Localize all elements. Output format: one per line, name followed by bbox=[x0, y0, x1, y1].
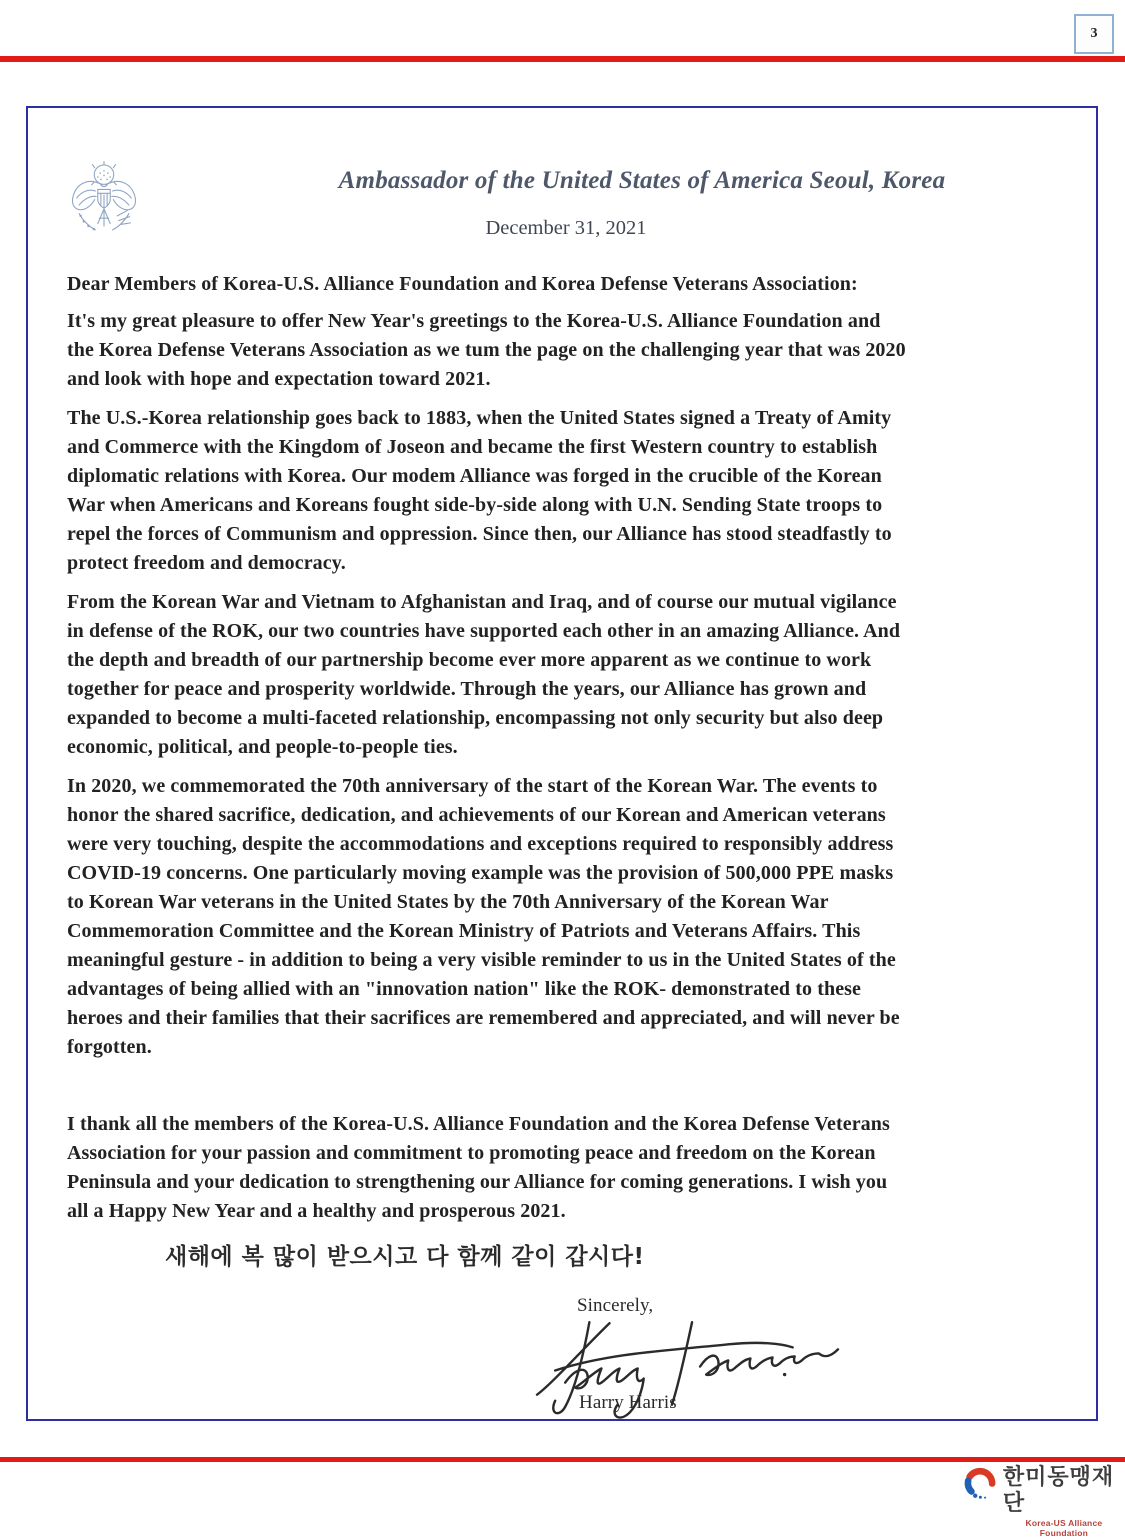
foundation-logo bbox=[963, 1465, 1125, 1538]
paragraph bbox=[67, 772, 1062, 1062]
foundation-name-english: Korea-US Alliance Foundation bbox=[1025, 1518, 1103, 1538]
signer-name: Harry Harris bbox=[579, 1392, 677, 1413]
body-line: honor the shared sacrifice, dedication, and achievements of our Korean and American veterans bbox=[67, 804, 886, 826]
body-line: COVID-19 concerns. One particularly moving example was the provision of 500,000 PPE masks bbox=[67, 862, 894, 884]
body-line: advantages of being allied with an "innovation nation" like the ROK- demonstrated to these bbox=[67, 978, 862, 1000]
korean-greeting: 새해에 복 많이 받으시고 다 함께 같이 갑시다! bbox=[165, 1244, 645, 1270]
closing-block bbox=[577, 1294, 1062, 1432]
letter-title: Ambassador of the United States of America Seoul, Korea bbox=[338, 167, 946, 194]
body-line: economic, political, and people-to-people ties. bbox=[67, 736, 458, 758]
body-line: all a Happy New Year and a healthy and prosperous 2021. bbox=[67, 1200, 566, 1222]
page-number-box bbox=[1074, 14, 1114, 54]
foundation-logo-text bbox=[1003, 1465, 1125, 1538]
body-line: forgotten. bbox=[67, 1036, 152, 1058]
salutation: Dear Members of Korea-U.S. Alliance Foundation and Korea Defense Veterans Association: bbox=[67, 273, 858, 295]
body-line: in defense of the ROK, our two countries have supported each other in an amazing Alliance. And bbox=[67, 620, 901, 642]
letter-frame bbox=[26, 106, 1098, 1421]
body-line: repel the forces of Communism and oppression. Since then, our Alliance has stood steadfastly to bbox=[67, 523, 892, 545]
paragraph bbox=[67, 588, 1062, 762]
body-line: The U.S.-Korea relationship goes back to 1883, when the United States signed a Treaty of Amity bbox=[67, 407, 892, 429]
body-line: From the Korean War and Vietnam to Afghanistan and Iraq, and of course our mutual vigilance bbox=[67, 591, 897, 613]
body-line: and look with hope and expectation toward 2021. bbox=[67, 368, 491, 390]
body-line: Commemoration Committee and the Korean Ministry of Patriots and Veterans Affairs. This bbox=[67, 920, 861, 942]
body-line: I thank all the members of the Korea-U.S. Alliance Foundation and the Korea Defense Veterans bbox=[67, 1113, 890, 1135]
letter-date: December 31, 2021 bbox=[485, 217, 647, 239]
us-great-seal-eagle-icon bbox=[69, 160, 139, 250]
body-line: protect freedom and democracy. bbox=[67, 552, 346, 574]
body-line: In 2020, we commemorated the 70th anniversary of the start of the Korean War. The events to bbox=[67, 775, 878, 797]
paragraph bbox=[67, 307, 1062, 394]
body-line: to Korean War veterans in the United States by the 70th Anniversary of the Korean War bbox=[67, 891, 829, 913]
body-line: expanded to become a multi-faceted relationship, encompassing not only security but also deep bbox=[67, 707, 884, 729]
letterhead bbox=[28, 108, 1096, 242]
closing-salutation: Sincerely, bbox=[577, 1295, 654, 1316]
body-line: War when Americans and Koreans fought side-by-side along with U.N. Sending State troops to bbox=[67, 494, 883, 516]
bottom-red-rule bbox=[0, 1457, 1125, 1462]
body-line: together for peace and prosperity worldwide. Through the years, our Alliance has grown and bbox=[67, 678, 867, 700]
body-line: It's my great pleasure to offer New Year's greetings to the Korea-U.S. Alliance Foundation and bbox=[67, 310, 881, 332]
top-red-rule bbox=[0, 56, 1125, 62]
body-line: were very touching, despite the accommodations and exceptions required to responsibly address bbox=[67, 833, 894, 855]
body-line: Peninsula and your dedication to strengthening our Alliance for coming generations. I wish you bbox=[67, 1171, 888, 1193]
body-line: the Korea Defense Veterans Association as we tum the page on the challenging year that was 2020 bbox=[67, 339, 906, 361]
foundation-name-korean: 한미동맹재단 bbox=[1002, 1465, 1115, 1516]
letter-body bbox=[67, 270, 1062, 1432]
body-line: the depth and breadth of our partnership become ever more apparent as we continue to work bbox=[67, 649, 872, 671]
body-line: meaningful gesture - in addition to being a very visible reminder to us in the United States of the bbox=[67, 949, 896, 971]
body-line: diplomatic relations with Korea. Our modem Alliance was forged in the crucible of the Korean bbox=[67, 465, 882, 487]
paragraph bbox=[67, 404, 1062, 578]
page-number: 3 bbox=[1090, 26, 1098, 41]
paragraph bbox=[67, 1110, 1062, 1226]
body-line: and Commerce with the Kingdom of Joseon and became the first Western country to establish bbox=[67, 436, 878, 458]
harry-harris-signature-image bbox=[531, 1310, 843, 1426]
body-line: Association for your passion and commitment to promoting peace and freedom on the Korean bbox=[67, 1142, 876, 1164]
body-line: heroes and their families that their sacrifices are remembered and appreciated, and will never be bbox=[67, 1007, 900, 1029]
kusaf-taegeuk-icon bbox=[963, 1465, 997, 1502]
